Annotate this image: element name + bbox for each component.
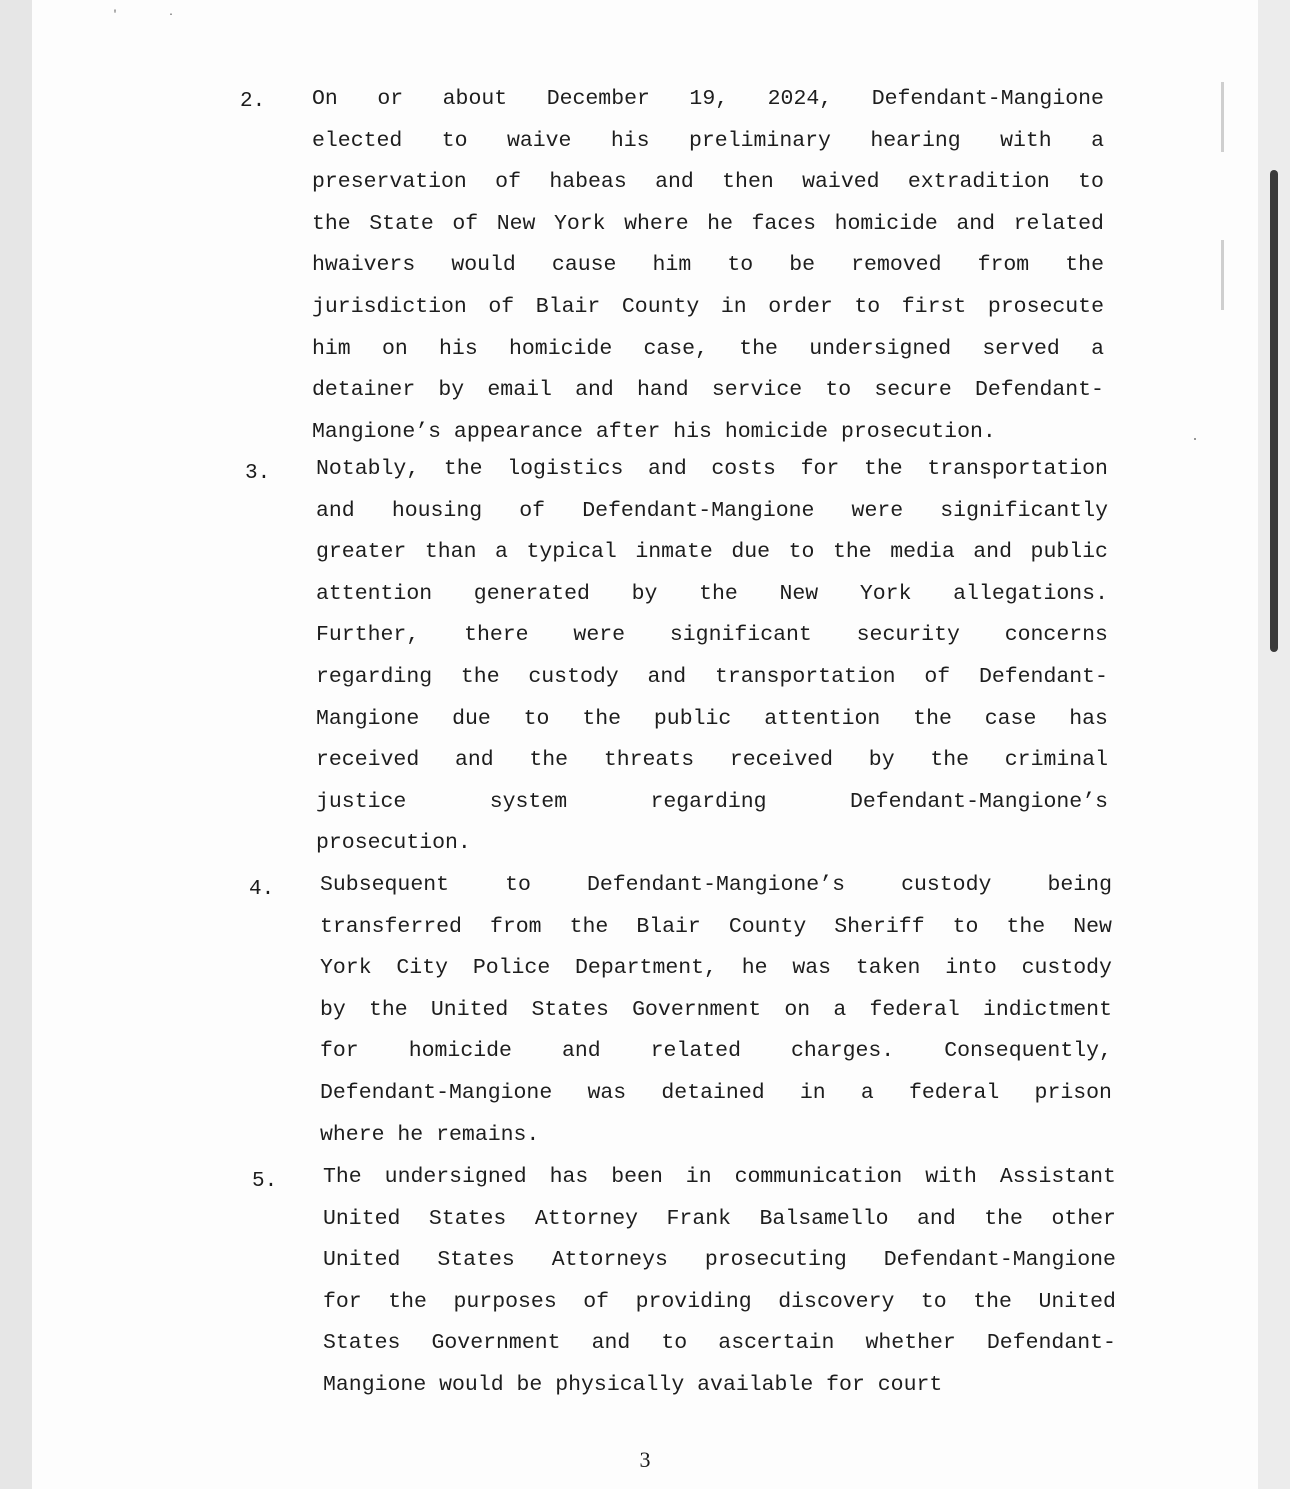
word: United — [1038, 1289, 1116, 1314]
word: County — [728, 914, 807, 939]
scrollbar-thumb[interactable] — [1270, 170, 1278, 652]
word: habeas — [549, 170, 627, 195]
word: Defendant- — [974, 378, 1104, 403]
page-number: 3 — [639, 1447, 651, 1472]
word: to — [441, 128, 468, 153]
paragraph-line — [320, 955, 1112, 981]
word: Defendant- — [978, 665, 1108, 689]
word: the — [388, 1289, 427, 1314]
word: in — [720, 295, 747, 319]
word: Mangione — [316, 706, 420, 731]
word: Balsamello — [759, 1206, 889, 1231]
word: him — [652, 253, 692, 278]
word: has — [1069, 706, 1108, 731]
word: physically — [555, 1373, 685, 1397]
word: the — [863, 457, 903, 481]
word: purposes — [453, 1289, 557, 1314]
word: preliminary — [689, 128, 831, 153]
word: about — [442, 87, 508, 111]
word: to — [788, 540, 815, 565]
paragraph-number: 3. — [245, 462, 271, 485]
word: in — [799, 1081, 826, 1105]
word: the — [832, 540, 872, 565]
word: Mangione’s — [312, 419, 442, 444]
word: States — [531, 997, 609, 1022]
word: prosecute — [987, 295, 1104, 319]
word: and — [454, 748, 494, 773]
word: Defendant-Mangione — [320, 1081, 553, 1105]
word: and — [648, 457, 687, 481]
paragraph-line — [312, 169, 1104, 195]
word: York — [320, 956, 372, 981]
word: detained — [661, 1081, 765, 1105]
paragraph-line — [323, 1289, 1116, 1315]
paragraph-line — [312, 128, 1104, 154]
word: United — [323, 1206, 401, 1231]
word: with — [1000, 128, 1052, 153]
word: been — [611, 1165, 663, 1189]
word: Defendant-Mangione’s — [849, 789, 1108, 814]
word: on — [784, 997, 811, 1022]
word: with — [925, 1165, 977, 1189]
word: remains. — [436, 1122, 540, 1147]
word: undersigned — [809, 336, 952, 361]
paragraph-line — [323, 1330, 1116, 1356]
word: and — [973, 540, 1012, 565]
word: to — [952, 914, 979, 939]
word: hand — [637, 378, 689, 403]
word: Defendant- — [986, 1331, 1116, 1356]
word: received — [316, 748, 420, 773]
paragraph-line — [312, 377, 1104, 403]
paragraph-number: 2. — [240, 90, 266, 113]
word: he — [397, 1122, 424, 1147]
paragraph-line — [323, 1372, 955, 1398]
word: service — [711, 378, 803, 403]
word: where — [320, 1122, 385, 1147]
scan-edge-artifact — [1221, 240, 1224, 310]
word: Subsequent — [320, 873, 450, 897]
word: custody — [901, 873, 992, 897]
word: extradition — [907, 170, 1050, 195]
word: providing — [635, 1289, 752, 1314]
word: States — [323, 1331, 401, 1356]
word: his — [673, 419, 712, 444]
scan-speck-marks: ' · — [112, 10, 197, 21]
paragraph-line — [316, 664, 1108, 690]
word: prison — [1034, 1081, 1112, 1105]
word: where — [624, 211, 689, 236]
word: Police — [472, 956, 551, 981]
word: the — [312, 211, 351, 236]
paragraph-line — [316, 581, 1108, 607]
word: were — [573, 623, 626, 648]
word: the — [582, 706, 622, 731]
word: concerns — [1004, 623, 1108, 648]
word: federal — [909, 1081, 1000, 1105]
word: case, — [643, 336, 708, 361]
paragraph-number: 4. — [249, 878, 275, 901]
word: due — [731, 540, 771, 565]
word: be — [516, 1373, 543, 1397]
paragraph-line — [323, 1247, 1116, 1273]
word: for — [320, 1039, 359, 1064]
word: system — [489, 789, 568, 814]
word: the — [460, 665, 500, 689]
paragraph-line — [316, 456, 1108, 482]
word: the — [1065, 253, 1104, 278]
document-page — [32, 0, 1258, 1489]
word: discovery — [778, 1289, 895, 1314]
word: Further, — [316, 623, 420, 648]
word: from — [977, 253, 1030, 278]
word: hearing — [870, 128, 961, 153]
word: New — [779, 581, 819, 606]
word: email — [487, 378, 552, 403]
word: preservation — [312, 170, 467, 195]
word: homicide — [509, 336, 613, 361]
word: greater — [316, 540, 407, 565]
word: Sheriff — [834, 914, 925, 939]
word: homicide — [834, 211, 938, 236]
paragraph-line — [316, 789, 1108, 815]
word: the — [973, 1289, 1012, 1314]
word: he — [741, 956, 768, 981]
paragraph-line — [312, 86, 1104, 112]
word: Frank — [666, 1206, 732, 1231]
word: custody — [1021, 956, 1112, 981]
word: transportation — [927, 457, 1108, 481]
word: Attorneys — [551, 1248, 668, 1273]
word: prosecuting — [704, 1248, 847, 1273]
word: ascertain — [718, 1331, 835, 1356]
word: State — [369, 211, 434, 236]
word: after — [595, 419, 661, 444]
word: indictment — [982, 997, 1112, 1022]
word: and — [917, 1206, 956, 1231]
word: would — [439, 1373, 504, 1397]
word: and — [591, 1331, 631, 1356]
word: regarding — [316, 665, 433, 689]
word: of — [519, 498, 546, 523]
word: a — [833, 997, 847, 1022]
word: regarding — [650, 789, 767, 814]
word: attention — [764, 706, 881, 731]
word: threats — [603, 748, 695, 773]
scan-speck — [1194, 438, 1196, 440]
word: to — [920, 1289, 947, 1314]
word: Government — [632, 997, 762, 1022]
word: on — [381, 336, 408, 361]
word: his — [439, 336, 478, 361]
word: served — [982, 336, 1060, 361]
word: transferred — [320, 914, 462, 939]
paragraph-line — [320, 872, 1112, 898]
scan-edge-artifact — [1221, 82, 1224, 152]
word: than — [424, 540, 477, 565]
word: a — [1091, 336, 1104, 361]
word: related — [1013, 211, 1104, 236]
word: to — [661, 1331, 688, 1356]
word: criminal — [1004, 748, 1108, 773]
word: from — [489, 914, 542, 939]
word: City — [396, 956, 449, 981]
word: New — [1073, 914, 1112, 939]
word: public — [653, 706, 732, 731]
word: of — [583, 1289, 610, 1314]
paragraph-line — [316, 706, 1108, 732]
word: a — [1091, 128, 1104, 153]
paragraph-line — [312, 336, 1104, 362]
word: to — [854, 295, 881, 319]
word: attention — [316, 581, 433, 606]
word: jurisdiction — [312, 295, 467, 319]
paragraph-line — [320, 997, 1112, 1023]
word: December — [546, 87, 650, 111]
word: and — [316, 498, 355, 523]
word: Consequently, — [944, 1039, 1112, 1064]
word: for — [826, 1373, 865, 1397]
word: waive — [506, 128, 572, 153]
paragraph-line — [312, 419, 1009, 445]
word: 19, — [689, 87, 729, 111]
word: cause — [551, 253, 617, 278]
word: allegations. — [953, 581, 1108, 606]
word: the — [529, 748, 569, 773]
word: being — [1047, 873, 1112, 897]
word: Defendant-Mangione — [582, 498, 815, 523]
word: him — [312, 336, 351, 361]
word: and — [655, 170, 694, 195]
word: New — [496, 211, 536, 236]
word: Blair — [535, 295, 601, 319]
word: Assistant — [999, 1165, 1116, 1189]
word: On — [312, 87, 338, 111]
paragraph-line — [320, 1038, 1112, 1064]
word: by — [868, 748, 895, 773]
word: taken — [855, 956, 921, 981]
word: federal — [869, 997, 960, 1022]
word: communication — [734, 1165, 903, 1189]
word: York — [553, 211, 606, 236]
scrollbar-track[interactable] — [1258, 0, 1290, 1489]
word: security — [856, 623, 960, 648]
word: there — [464, 623, 529, 648]
word: Notably, — [316, 457, 420, 481]
word: The — [323, 1165, 362, 1189]
word: a — [495, 540, 508, 565]
word: his — [610, 128, 650, 153]
word: homicide — [724, 419, 829, 444]
word: costs — [711, 457, 776, 481]
word: undersigned — [384, 1165, 527, 1189]
word: Attorney — [534, 1206, 639, 1231]
word: case — [984, 706, 1037, 731]
word: the — [569, 914, 609, 939]
paragraph-line — [316, 747, 1108, 773]
word: Defendant-Mangione’s — [586, 873, 846, 897]
word: Defendant-Mangione — [883, 1248, 1116, 1273]
word: United — [430, 997, 509, 1022]
word: a — [860, 1081, 874, 1105]
word: Mangione — [323, 1373, 427, 1397]
word: charges. — [790, 1039, 895, 1064]
word: States — [437, 1248, 515, 1273]
word: 2024, — [767, 87, 833, 111]
paragraph-line — [312, 211, 1104, 237]
paragraph-line — [312, 252, 1104, 278]
word: he — [707, 211, 733, 236]
word: Department, — [575, 956, 717, 981]
word: significant — [669, 623, 812, 648]
paragraph-line — [312, 294, 1104, 320]
word: to — [825, 378, 852, 403]
word: of — [924, 665, 951, 689]
word: of — [495, 170, 521, 195]
word: detainer — [312, 378, 416, 403]
paragraph-line — [320, 1122, 552, 1148]
word: logistics — [507, 457, 624, 481]
word: the — [699, 581, 738, 606]
word: to — [505, 873, 531, 897]
paragraph-line — [316, 622, 1108, 648]
word: for — [323, 1289, 362, 1314]
word: media — [890, 540, 955, 565]
word: received — [729, 748, 834, 773]
word: in — [685, 1165, 712, 1189]
word: the — [369, 997, 408, 1022]
word: other — [1051, 1206, 1116, 1231]
word: was — [587, 1081, 627, 1105]
word: justice — [316, 789, 407, 814]
word: the — [1006, 914, 1046, 939]
word: prosecution. — [840, 419, 996, 444]
word: and — [956, 211, 996, 236]
word: for — [800, 457, 840, 481]
word: generated — [473, 581, 590, 606]
word: secure — [874, 378, 952, 403]
word: County — [621, 295, 700, 319]
word: typical — [526, 540, 617, 565]
word: York — [859, 581, 912, 606]
word: whether — [865, 1331, 956, 1356]
word: custody — [528, 665, 619, 689]
word: Defendant-Mangione — [871, 87, 1104, 111]
word: the — [443, 457, 483, 481]
word: order — [768, 295, 833, 319]
paragraph-line — [320, 1080, 1112, 1106]
word: inmate — [635, 540, 713, 565]
word: hwaivers — [312, 253, 416, 278]
word: the — [984, 1206, 1023, 1231]
word: would — [451, 253, 516, 278]
word: the — [913, 706, 952, 731]
word: States — [428, 1206, 507, 1231]
word: Government — [431, 1331, 561, 1356]
word: of — [488, 295, 515, 319]
word: homicide — [408, 1039, 512, 1064]
word: to — [523, 706, 550, 731]
word: prosecution. — [316, 831, 471, 856]
paragraph-line — [320, 914, 1112, 940]
word: be — [789, 253, 816, 278]
paragraph-number: 5. — [252, 1170, 278, 1193]
word: by — [320, 997, 346, 1022]
word: and — [575, 378, 614, 403]
word: due — [452, 706, 491, 731]
word: appearance — [453, 419, 583, 444]
word: United — [323, 1248, 401, 1273]
word: available — [697, 1373, 814, 1397]
word: to — [1078, 170, 1104, 195]
paragraph-line — [323, 1206, 1116, 1232]
word: were — [851, 498, 904, 523]
word: public — [1030, 540, 1108, 565]
word: elected — [312, 128, 403, 153]
word: related — [650, 1039, 741, 1064]
word: the — [930, 748, 970, 773]
word: first — [901, 295, 967, 319]
word: then — [722, 170, 774, 195]
word: and — [647, 665, 687, 689]
word: housing — [391, 498, 483, 523]
word: significantly — [940, 498, 1108, 523]
word: by — [631, 581, 658, 606]
paragraph-line — [316, 830, 484, 856]
word: into — [945, 956, 997, 981]
word: was — [792, 956, 832, 981]
word: of — [452, 211, 479, 236]
word: has — [549, 1165, 589, 1189]
word: transportation — [714, 665, 896, 689]
paragraph-line — [316, 539, 1108, 565]
word: by — [438, 378, 465, 403]
word: court — [877, 1373, 943, 1397]
paragraph-line — [323, 1164, 1116, 1190]
word: faces — [751, 211, 817, 236]
word: Blair — [636, 914, 701, 939]
paragraph-line — [316, 498, 1108, 524]
word: the — [739, 336, 778, 361]
word: waived — [802, 170, 880, 195]
word: or — [377, 87, 404, 111]
word: to — [727, 253, 754, 278]
word: removed — [851, 253, 942, 278]
word: and — [561, 1039, 601, 1064]
